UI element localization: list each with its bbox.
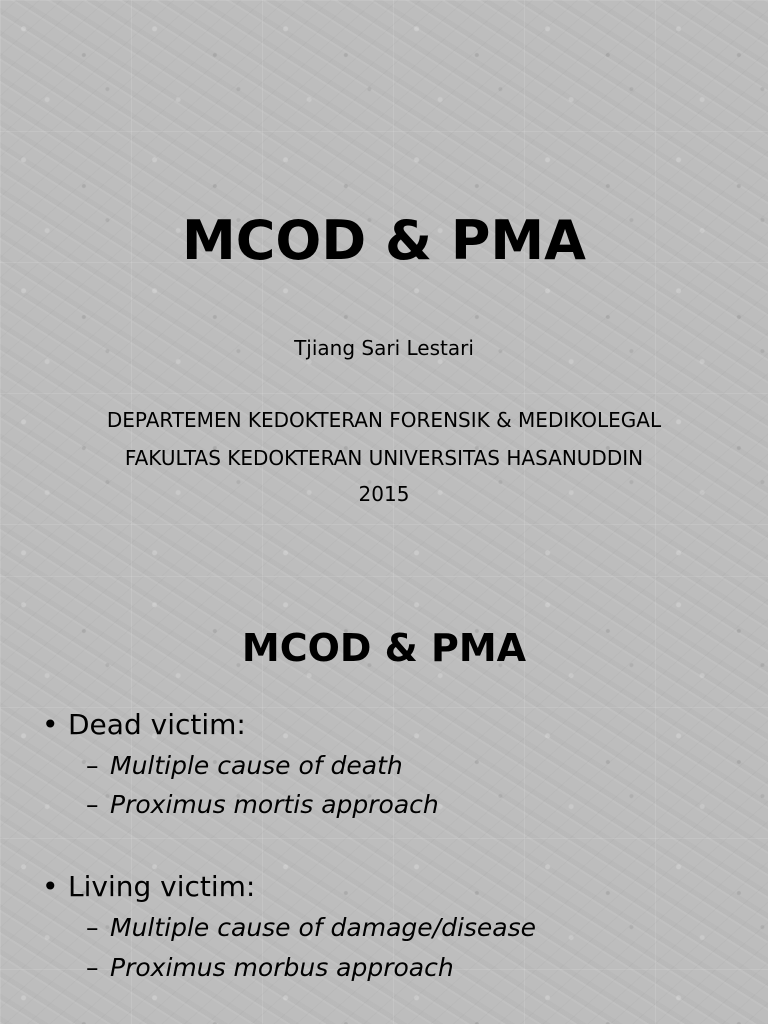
author-name: Tjiang Sari Lestari: [294, 336, 474, 360]
sub-bullet-text: Multiple cause of death: [110, 751, 403, 780]
sub-bullet-text: Proximus morbus approach: [110, 953, 454, 982]
bullet-item-living-victim: [42, 870, 255, 904]
sub-bullet-item: [86, 953, 454, 983]
dash-icon: –: [86, 953, 99, 982]
sub-bullet-text: Multiple cause of damage/disease: [110, 913, 537, 942]
slide-title: MCOD & PMA: [182, 209, 586, 272]
sub-bullet-item: [86, 790, 439, 820]
year-label: 2015: [358, 482, 410, 506]
faculty-name: FAKULTAS KEDOKTERAN UNIVERSITAS HASANUDDIN: [124, 446, 644, 470]
bullet-icon: •: [42, 870, 59, 903]
dash-icon: –: [86, 751, 99, 780]
sub-bullet-text: Proximus mortis approach: [110, 790, 439, 819]
bullet-label: Living victim:: [68, 870, 256, 903]
sub-bullet-item: [86, 751, 403, 781]
bullet-label: Dead victim:: [68, 708, 246, 741]
content-slide: [0, 576, 768, 1024]
dash-icon: –: [86, 790, 99, 819]
content-slide-title: MCOD & PMA: [241, 626, 527, 670]
sub-bullet-item: [86, 913, 536, 943]
bullet-icon: •: [42, 708, 59, 741]
dash-icon: –: [86, 913, 99, 942]
bullet-item-dead-victim: [42, 708, 246, 742]
department-name: DEPARTEMEN KEDOKTERAN FORENSIK & MEDIKOLEGAL: [106, 408, 662, 432]
